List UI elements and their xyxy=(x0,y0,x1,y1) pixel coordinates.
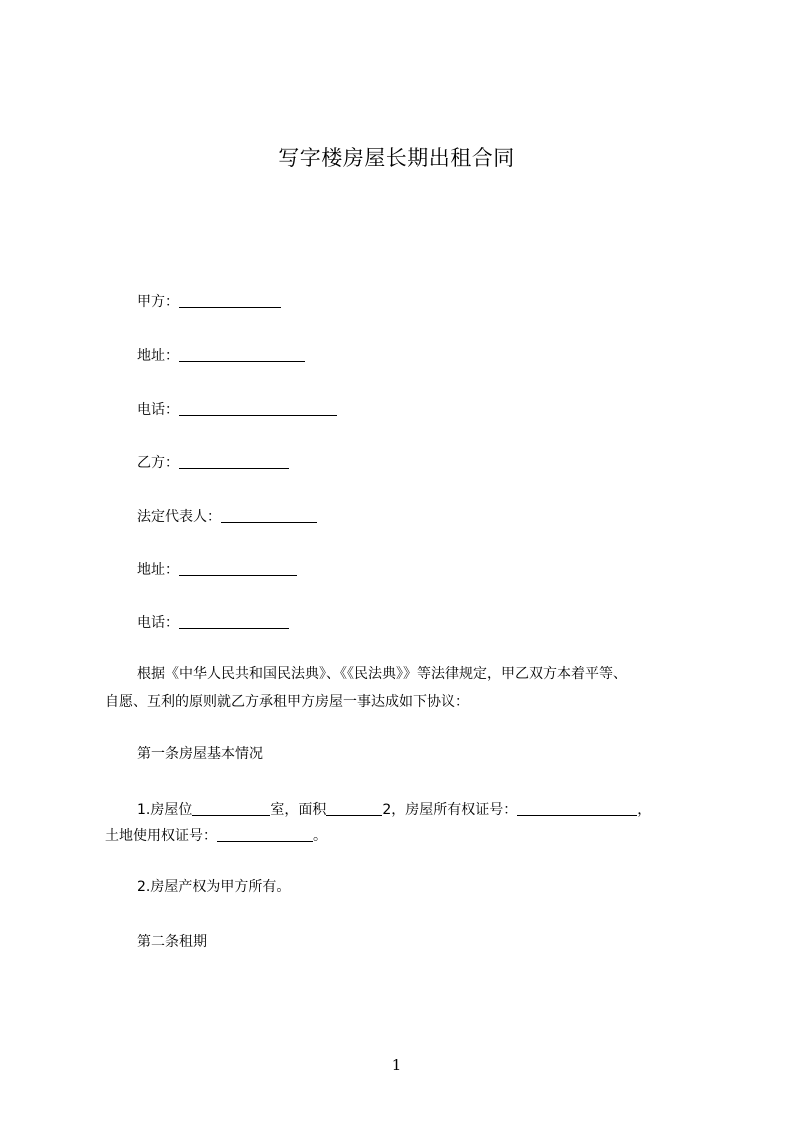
document-title: 写字楼房屋长期出租合同 xyxy=(278,146,515,170)
room-number-blank xyxy=(192,801,270,816)
article-1-heading: 第一条房屋基本情况 xyxy=(137,746,263,762)
ownership-certificate-blank xyxy=(517,801,637,816)
article-1-item-1-line-1 xyxy=(137,800,651,820)
party-a-name-line xyxy=(137,292,281,312)
party-a-phone-label: 电话： xyxy=(137,402,179,418)
party-b-name-label: 乙方： xyxy=(137,455,179,471)
party-b-legal-rep-blank xyxy=(221,508,317,523)
land-use-certificate-blank xyxy=(217,827,313,842)
party-b-phone-label: 电话： xyxy=(137,615,179,631)
party-b-legal-rep-line xyxy=(137,507,317,527)
area-blank xyxy=(326,801,382,816)
party-b-address-line xyxy=(137,560,297,580)
article-1-item-1-line-2 xyxy=(105,826,327,846)
preamble-line-2: 自愿、互利的原则就乙方承租甲方房屋一事达成如下协议： xyxy=(105,694,469,710)
preamble-line-1: 根据《中华人民共和国民法典》、《《民法典》》等法律规定，甲乙双方本着平等、 xyxy=(137,666,627,682)
item-1-certificate-label: 2，房屋所有权证号： xyxy=(382,802,518,818)
party-a-address-blank xyxy=(179,347,305,362)
item-1-location-label: 1.房屋位 xyxy=(137,802,193,818)
party-b-phone-line xyxy=(137,613,289,633)
party-b-address-label: 地址： xyxy=(137,562,179,578)
party-a-phone-blank xyxy=(179,401,337,416)
article-1-item-2: 2.房屋产权为甲方所有。 xyxy=(137,879,291,895)
party-b-name-blank xyxy=(179,454,289,469)
party-a-address-line xyxy=(137,346,305,366)
party-b-legal-rep-label: 法定代表人： xyxy=(137,509,221,525)
article-2-heading: 第二条租期 xyxy=(137,934,207,950)
item-1-period: 。 xyxy=(313,828,327,844)
page-number: 1 xyxy=(391,1056,402,1074)
party-b-phone-blank xyxy=(179,614,289,629)
item-1-area-label: 室，面积 xyxy=(270,802,327,818)
party-a-name-label: 甲方： xyxy=(137,294,179,310)
party-a-phone-line xyxy=(137,400,337,420)
party-b-name-line xyxy=(137,453,289,473)
land-use-certificate-label: 土地使用权证号： xyxy=(105,828,217,844)
party-b-address-blank xyxy=(179,561,297,576)
party-a-name-blank xyxy=(179,293,281,308)
item-1-comma: ， xyxy=(637,802,652,818)
preamble-paragraph xyxy=(105,660,705,716)
party-a-address-label: 地址： xyxy=(137,348,179,364)
